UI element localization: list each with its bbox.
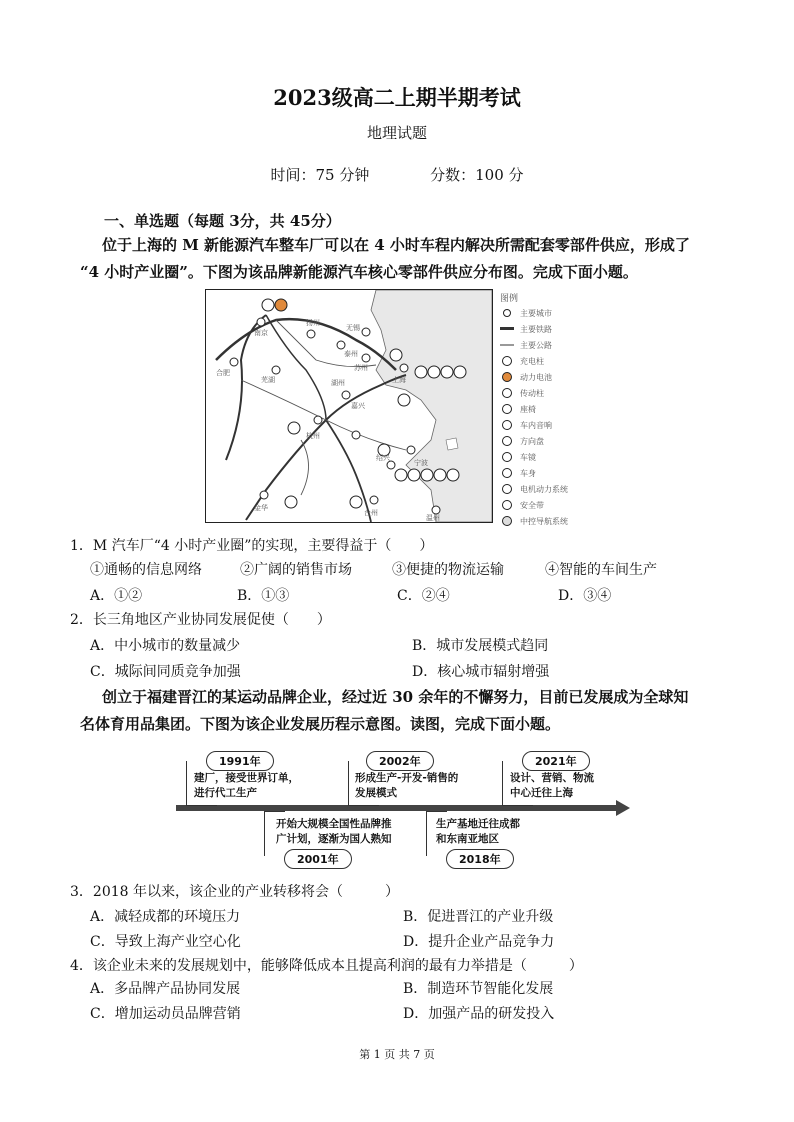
timeline-year-2018: 2018年 <box>446 849 514 869</box>
map-city-label: 湖州 <box>331 379 345 387</box>
q1-item-2: ②广阔的销售市场 <box>240 562 352 578</box>
timeline-axis <box>176 805 618 811</box>
map-city-label: 绍兴 <box>376 454 390 462</box>
timeline-event-2002: 形成生产-开发-销售的 发展模式 <box>355 772 459 799</box>
passage-1-line-2: “4 小时产业圈”。下图为该品牌新能源汽车核心零部件供应分布图。完成下面小题。 <box>80 263 638 281</box>
timeline-event-2001: 开始大规模全国性品牌推 广计划，逐渐为国人熟知 <box>276 818 392 845</box>
map-city-label: 扬州 <box>306 319 320 327</box>
exam-score: 分数：100 分 <box>430 166 524 184</box>
passage-2-line-2: 名体育用品集团。下图为该企业发展历程示意图。读图，完成下面小题。 <box>80 715 561 733</box>
map-city-label: 嘉兴 <box>351 402 365 410</box>
map-city-label: 杭州 <box>306 432 320 440</box>
q3-option-d[interactable]: D．提升企业产品竞争力 <box>403 934 555 950</box>
q2-option-d[interactable]: D．核心城市辐射增强 <box>412 664 550 680</box>
map-city-label: 金华 <box>254 504 268 512</box>
map-city-label: 宁波 <box>414 459 428 467</box>
timeline-arrowhead <box>616 800 630 816</box>
map-city-label: 无锡 <box>346 324 360 332</box>
legend-item: 主要铁路 <box>500 321 590 337</box>
legend-item: 安全带 <box>500 497 590 513</box>
passage-1 <box>80 232 720 286</box>
legend-item: 车内音响 <box>500 417 590 433</box>
exam-title: 2023级高二上期半期考试 <box>273 85 521 110</box>
timeline-year-2021: 2021年 <box>522 751 590 771</box>
map-city-label: 苏州 <box>354 364 368 372</box>
q3-option-b[interactable]: B．促进晋江的产业升级 <box>403 909 554 925</box>
legend-item: 主要公路 <box>520 340 552 350</box>
q1-item-3: ③便捷的物流运输 <box>392 562 504 578</box>
q3-option-c[interactable]: C．导致上海产业空心化 <box>90 934 241 950</box>
passage-1-line-1: 位于上海的 M 新能源汽车整车厂可以在 4 小时车程内解决所需配套零部件供应，形成了 <box>102 236 690 254</box>
map-svg <box>206 290 492 522</box>
q2-option-c[interactable]: C．城际间同质竞争加强 <box>90 664 241 680</box>
question-3-stem: 3．2018 年以来，该企业的产业转移将会（ ） <box>70 884 399 900</box>
legend-item: 主要城市 <box>500 305 590 321</box>
exam-subtitle: 地理试题 <box>366 124 427 142</box>
question-4-stem: 4．该企业未来的发展规划中，能够降低成本且提高利润的最有力举措是（ ） <box>70 958 583 974</box>
legend-item: 传动柱 <box>500 385 590 401</box>
legend-item: 中控导航系统 <box>500 513 590 529</box>
supply-map <box>205 289 493 523</box>
question-1-stem: 1．M 汽车厂“4 小时产业圈”的实现，主要得益于（ ） <box>70 538 434 554</box>
q3-option-a[interactable]: A．减轻成都的环境压力 <box>90 909 241 925</box>
q2-option-a[interactable]: A．中小城市的数量减少 <box>90 638 241 654</box>
legend-item: 座椅 <box>500 401 590 417</box>
map-city-label: 台州 <box>364 509 378 517</box>
q1-option-b[interactable]: B．①③ <box>237 588 290 604</box>
q4-option-d[interactable]: D．加强产品的研发投入 <box>403 1006 555 1022</box>
q4-option-b[interactable]: B．制造环节智能化发展 <box>403 981 554 997</box>
q1-item-4: ④智能的车间生产 <box>545 562 657 578</box>
legend-item: 车身 <box>500 465 590 481</box>
q1-option-d[interactable]: D．③④ <box>558 588 612 604</box>
passage-2 <box>80 684 720 738</box>
q1-option-c[interactable]: C．②④ <box>397 588 450 604</box>
question-2-stem: 2．长三角地区产业协同发展促使（ ） <box>70 612 331 628</box>
q4-option-a[interactable]: A．多品牌产品协同发展 <box>90 981 241 997</box>
q4-option-c[interactable]: C．增加运动员品牌营销 <box>90 1006 241 1022</box>
history-timeline <box>172 745 632 867</box>
q1-option-a[interactable]: A．①② <box>90 588 143 604</box>
timeline-year-2002: 2002年 <box>366 751 434 771</box>
legend-item: 电机动力系统 <box>500 481 590 497</box>
map-legend <box>500 289 590 524</box>
section-heading: 一、单选题（每题 3分，共 45分） <box>104 212 341 230</box>
exam-time: 时间：75 分钟 <box>270 166 370 184</box>
map-city-label: 上海 <box>392 376 406 384</box>
timeline-event-2021: 设计、营销、物流 中心迁往上海 <box>510 772 594 799</box>
map-city-label: 泰州 <box>344 350 358 358</box>
legend-item: 充电柱 <box>500 353 590 369</box>
timeline-event-1991: 建厂，接受世界订单， 进行代工生产 <box>194 772 299 799</box>
timeline-event-2018: 生产基地迁往成都 和东南亚地区 <box>436 818 520 845</box>
passage-2-line-1: 创立于福建晋江的某运动品牌企业，经过近 30 余年的不懈努力，目前已发展成为全球知 <box>102 688 689 706</box>
legend-item: 车镜 <box>500 449 590 465</box>
map-city-label: 合肥 <box>216 369 230 377</box>
map-city-label: 温州 <box>426 514 440 522</box>
map-city-label: 芜湖 <box>261 376 275 384</box>
map-city-label: 南京 <box>254 329 268 337</box>
legend-title: 图例 <box>500 293 519 304</box>
timeline-year-1991: 1991年 <box>206 751 274 771</box>
q2-option-b[interactable]: B．城市发展模式趋同 <box>412 638 549 654</box>
legend-item: 动力电池 <box>500 369 590 385</box>
legend-item: 方向盘 <box>500 433 590 449</box>
timeline-year-2001: 2001年 <box>284 849 352 869</box>
exam-info <box>0 164 794 185</box>
page-footer: 第 1 页 共 7 页 <box>359 1048 435 1061</box>
q1-item-1: ①通畅的信息网络 <box>90 562 202 578</box>
